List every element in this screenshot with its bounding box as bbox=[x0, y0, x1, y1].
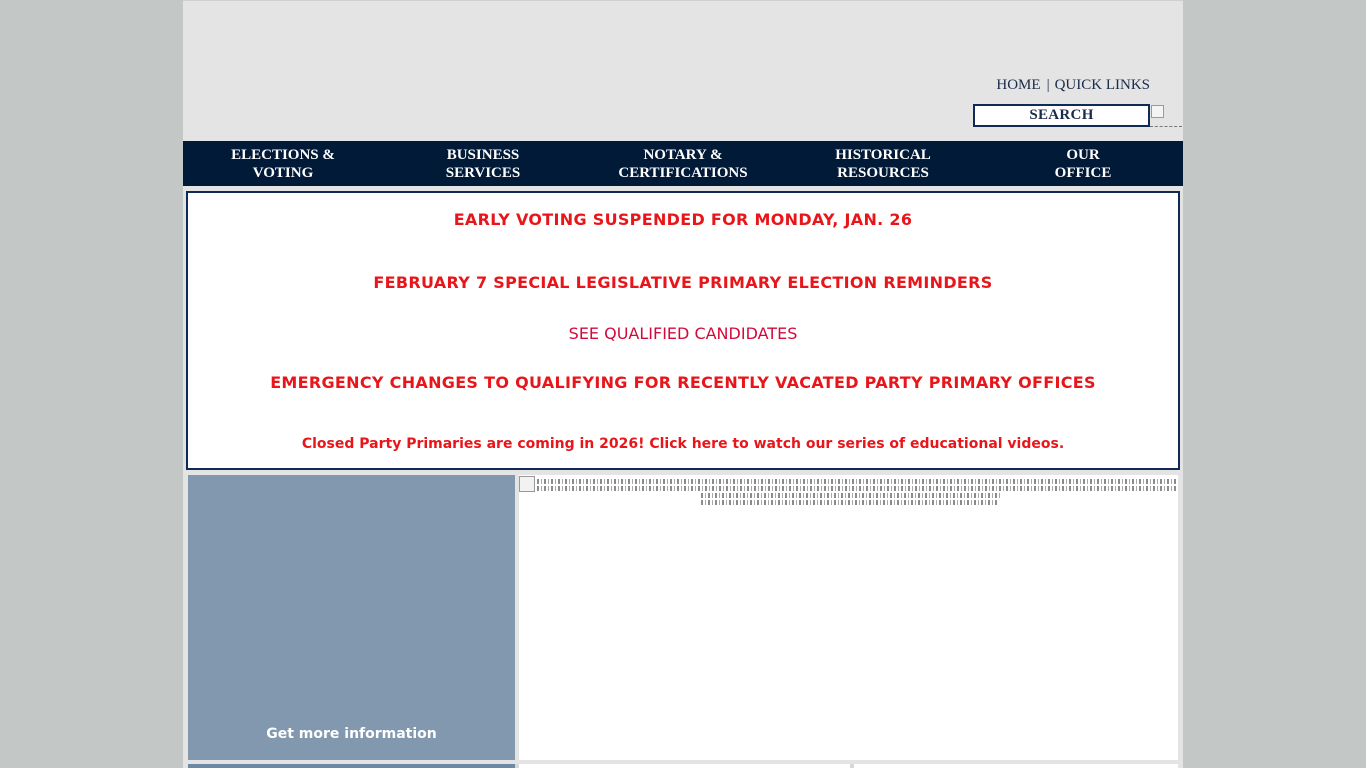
bottom-panel-middle bbox=[519, 764, 850, 768]
image-overlap-artifact bbox=[701, 493, 1001, 498]
election-reminders-notice[interactable] bbox=[188, 273, 1178, 292]
early-voting-notice[interactable] bbox=[188, 210, 1178, 229]
search-input[interactable]: SEARCH bbox=[973, 104, 1150, 127]
page-container bbox=[183, 0, 1183, 768]
image-slider[interactable] bbox=[519, 475, 1178, 760]
emergency-changes-link[interactable]: EMERGENCY CHANGES TO QUALIFYING FOR RECENTLY VACATED PARTY PRIMARY OFFICES bbox=[270, 373, 1096, 392]
nav-our-office[interactable]: OUR OFFICE bbox=[1054, 146, 1112, 181]
qualified-candidates-link[interactable]: SEE QUALIFIED CANDIDATES bbox=[568, 324, 798, 343]
nav-historical-resources[interactable]: HISTORICAL RESOURCES bbox=[835, 146, 931, 181]
emergency-changes-notice[interactable] bbox=[188, 373, 1178, 392]
link-separator: | bbox=[1046, 77, 1050, 93]
home-link[interactable]: HOME bbox=[996, 77, 1041, 93]
qualified-candidates-notice[interactable] bbox=[188, 324, 1178, 343]
info-panel bbox=[188, 475, 515, 760]
nav-notary-certifications[interactable]: NOTARY & CERTIFICATIONS bbox=[618, 146, 748, 181]
bottom-panels-edge bbox=[188, 764, 1178, 768]
main-nav bbox=[183, 141, 1183, 186]
early-voting-link[interactable]: EARLY VOTING SUSPENDED FOR MONDAY, JAN. 26 bbox=[453, 210, 913, 229]
image-overlap-artifact bbox=[537, 479, 1177, 484]
get-more-information-link[interactable]: Get more information bbox=[266, 726, 437, 742]
closed-primaries-link[interactable]: Closed Party Primaries are coming in 2026! Click here to watch our series of educational videos. bbox=[301, 436, 1065, 452]
top-links bbox=[996, 77, 1150, 94]
nav-business-services[interactable]: BUSINESS SERVICES bbox=[445, 146, 521, 181]
broken-image-icon bbox=[519, 476, 535, 492]
image-overlap-artifact bbox=[701, 500, 997, 505]
election-reminders-link[interactable]: FEBRUARY 7 SPECIAL LEGISLATIVE PRIMARY ELECTION REMINDERS bbox=[373, 273, 993, 292]
site-header bbox=[183, 0, 1183, 141]
search-button[interactable] bbox=[1150, 104, 1182, 127]
image-overlap-artifact bbox=[537, 486, 1177, 491]
nav-elections-voting[interactable]: ELECTIONS & VOTING bbox=[231, 146, 335, 181]
broken-image-icon bbox=[1151, 105, 1164, 118]
bottom-panel-right bbox=[854, 764, 1178, 768]
quick-links-link[interactable]: QUICK LINKS bbox=[1054, 77, 1150, 93]
bottom-panel-left bbox=[188, 764, 515, 768]
closed-primaries-notice[interactable] bbox=[188, 436, 1178, 452]
alert-box bbox=[186, 191, 1180, 470]
